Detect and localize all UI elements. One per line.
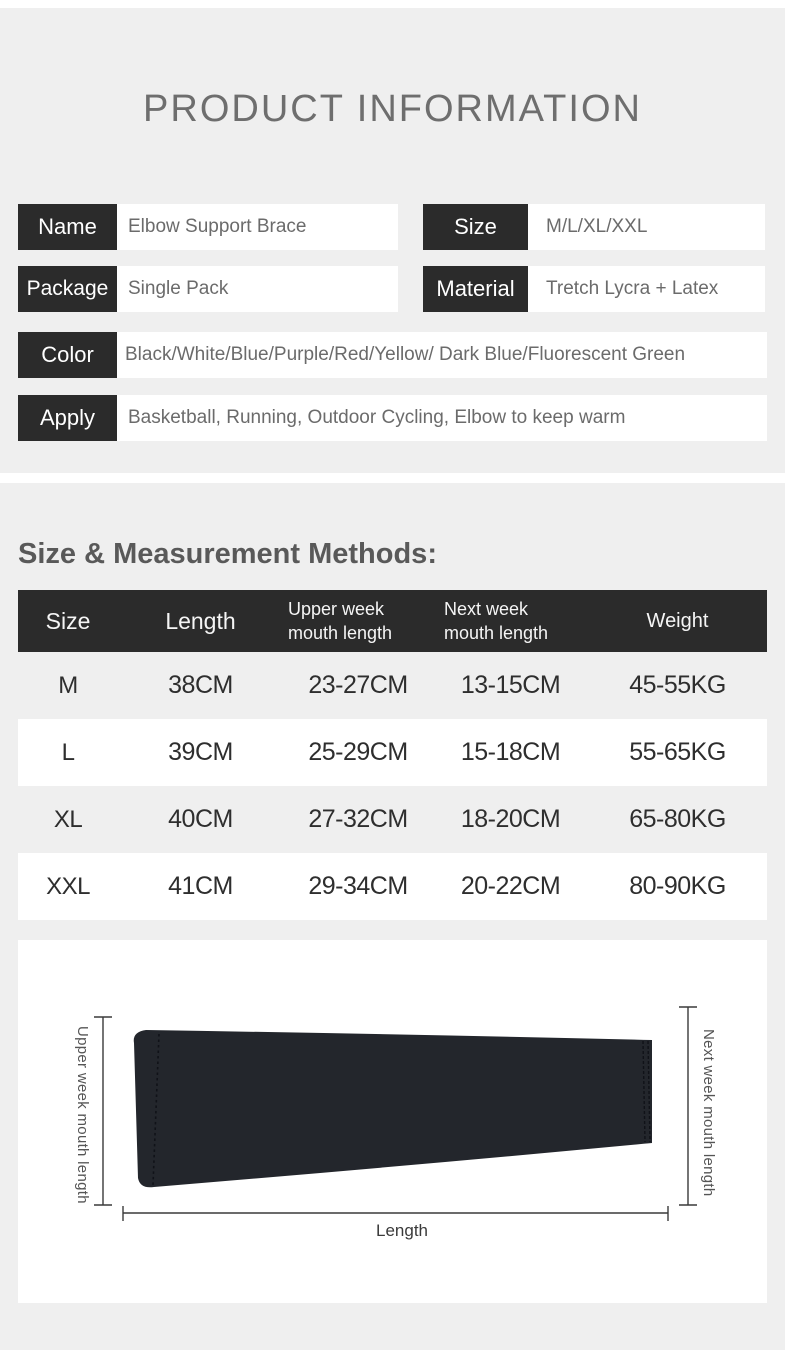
color-label: Color [18, 332, 117, 378]
name-value: Elbow Support Brace [117, 204, 398, 250]
header-weight: Weight [646, 609, 709, 632]
next-mouth-length-label: Next week mouth length [700, 1029, 717, 1197]
cell-length: 40CM [168, 805, 233, 833]
table-row-m [18, 652, 767, 719]
table-row-xl [18, 786, 767, 853]
cell-next: 18-20CM [460, 805, 561, 833]
upper-mouth-dimension-line [94, 1017, 112, 1205]
package-label: Package [18, 266, 117, 312]
header-upper-line1: Upper week [288, 598, 385, 619]
page-title: PRODUCT INFORMATION [143, 88, 642, 130]
header-next-line2: mouth length [444, 623, 549, 643]
name-label: Name [18, 204, 117, 250]
size-table-header-row [18, 590, 767, 652]
header-next-week-mouth-length [433, 597, 588, 646]
header-next-line1: Next week [444, 598, 529, 619]
cell-upper: 25-29CM [308, 738, 408, 766]
top-white-strip [0, 0, 785, 8]
table-row-xxl [18, 853, 767, 920]
size-label: Size [423, 204, 528, 250]
length-dimension-line [123, 1206, 668, 1221]
cell-length: 38CM [168, 671, 233, 699]
header-upper-line2: mouth length [288, 623, 393, 643]
cell-size: M [58, 671, 78, 699]
color-value: Black/White/Blue/Purple/Red/Yellow/ Dark Blue/Fluorescent Green [117, 332, 767, 378]
cell-length: 41CM [168, 872, 233, 900]
cell-size: XXL [46, 872, 90, 900]
package-value: Single Pack [117, 266, 398, 312]
upper-mouth-length-label: Upper week mouth length [74, 1026, 91, 1204]
table-row-l [18, 719, 767, 786]
next-mouth-dimension-line [679, 1007, 697, 1205]
cell-weight: 55-65KG [629, 738, 726, 766]
cell-length: 39CM [168, 738, 233, 766]
apply-value: Basketball, Running, Outdoor Cycling, Elbow to keep warm [117, 395, 767, 441]
header-size: Size [45, 607, 91, 634]
sleeve-diagram [18, 940, 767, 1303]
measurement-diagram-card [18, 940, 767, 1303]
header-upper-week-mouth-length [283, 597, 433, 646]
cell-weight: 65-80KG [629, 805, 726, 833]
sleeve-shape [134, 1030, 652, 1187]
size-value: M/L/XL/XXL [528, 204, 765, 250]
cell-next: 20-22CM [460, 872, 561, 900]
apply-label: Apply [18, 395, 117, 441]
cell-upper: 29-34CM [308, 872, 408, 900]
cell-next: 15-18CM [460, 738, 561, 766]
size-section-heading: Size & Measurement Methods: [18, 538, 437, 570]
cell-size: XL [53, 805, 83, 833]
cell-upper: 27-32CM [308, 805, 408, 833]
header-length: Length [165, 607, 236, 634]
size-table [18, 590, 767, 920]
material-label: Material [423, 266, 528, 312]
cell-upper: 23-27CM [308, 671, 408, 699]
cell-weight: 80-90KG [629, 872, 726, 900]
cell-weight: 45-55KG [629, 671, 726, 699]
section-separator [0, 473, 785, 483]
length-label: Length [376, 1221, 428, 1240]
cell-size: L [61, 738, 75, 766]
cell-next: 13-15CM [460, 671, 561, 699]
material-value: Tretch Lycra + Latex [528, 266, 765, 312]
